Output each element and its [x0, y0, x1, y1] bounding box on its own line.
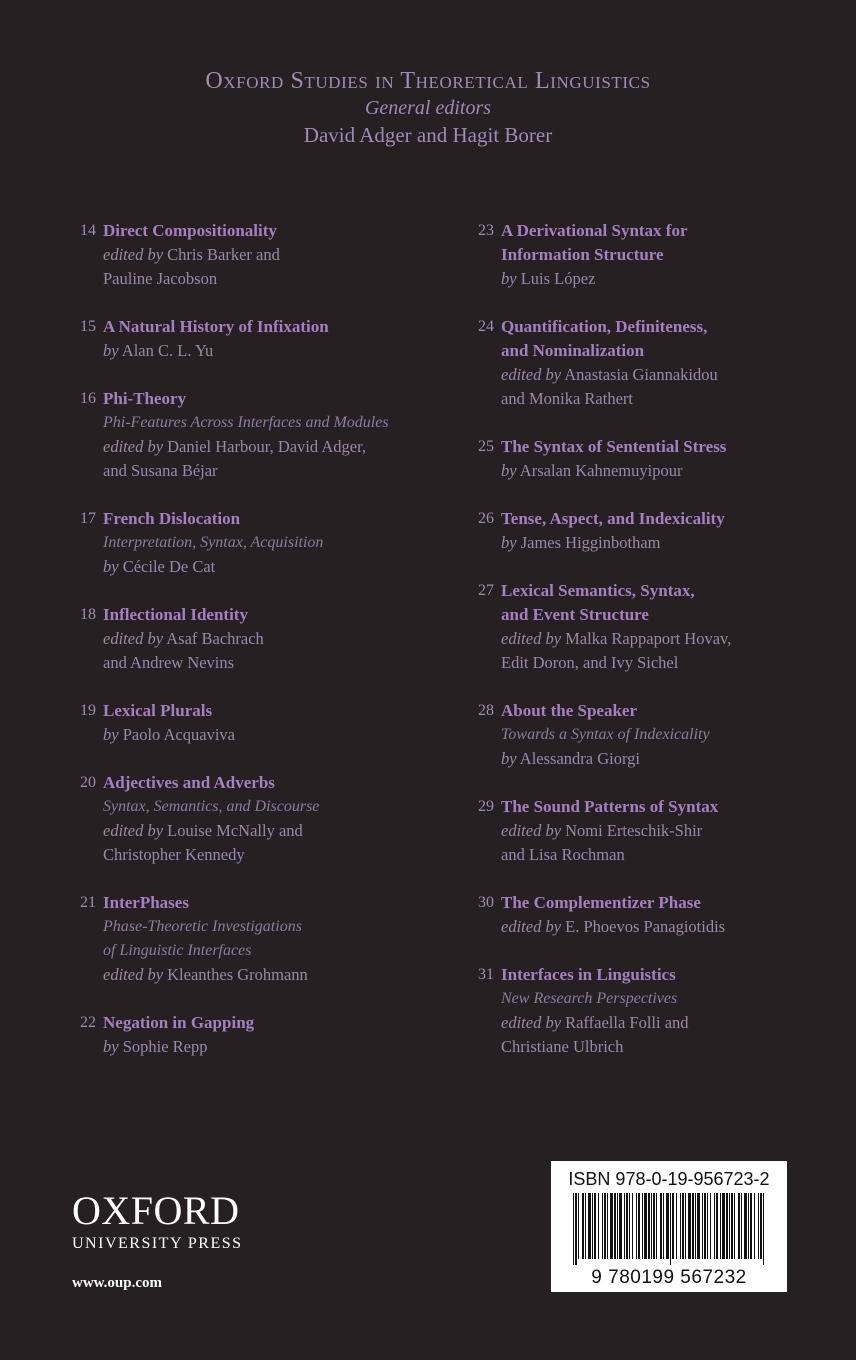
- book-credit: [501, 747, 826, 771]
- book-entry: [68, 507, 428, 579]
- book-entry: [466, 699, 826, 771]
- book-credit: [501, 387, 826, 411]
- book-list-left-column: [68, 219, 428, 1083]
- book-number: 26: [478, 510, 494, 527]
- credit-names: Alessandra Giorgi: [519, 749, 641, 768]
- credit-names: Malka Rappaport Hovav,: [565, 629, 732, 648]
- book-subtitle: Phase-Theoretic Investigations: [103, 918, 302, 935]
- book-number: 27: [478, 582, 494, 599]
- book-title: About the Speaker: [501, 701, 638, 720]
- barcode-bar: [748, 1193, 749, 1259]
- book-title: Information Structure: [501, 245, 664, 264]
- book-number: 24: [478, 318, 494, 335]
- barcode-bar: [648, 1193, 650, 1259]
- barcode-bar: [670, 1193, 671, 1265]
- general-editors-names: David Adger and Hagit Borer: [303, 123, 553, 147]
- barcode-bar: [663, 1193, 664, 1259]
- series-title: Oxford Studies in Theoretical Linguistics: [205, 68, 651, 94]
- book-entry: [68, 771, 428, 867]
- book-credit: [501, 819, 826, 843]
- credit-names: Paolo Acquaviva: [122, 725, 235, 744]
- barcode-bar: [666, 1193, 669, 1259]
- credit-names: Luis López: [520, 269, 596, 288]
- book-title: InterPhases: [103, 893, 189, 912]
- book-credit: [103, 459, 428, 483]
- barcode-bar: [592, 1193, 593, 1259]
- credit-role: edited by: [103, 821, 164, 840]
- credit-role: edited by: [501, 629, 562, 648]
- book-title: Lexical Semantics, Syntax,: [501, 581, 695, 600]
- book-number: 29: [478, 798, 494, 815]
- logo-main-text: OXFORD: [72, 1188, 240, 1233]
- credit-names: Daniel Harbour, David Adger,: [167, 437, 367, 456]
- barcode-bar: [734, 1193, 735, 1259]
- barcode-bar: [636, 1193, 637, 1259]
- book-number: 20: [80, 774, 96, 791]
- book-title: Adjectives and Adverbs: [103, 773, 275, 792]
- book-credit: [103, 627, 428, 651]
- credit-names: and Lisa Rochman: [501, 845, 625, 864]
- barcode-bar: [680, 1193, 681, 1259]
- credit-role: edited by: [103, 437, 164, 456]
- barcode-bar: [722, 1193, 725, 1259]
- book-entry: [68, 699, 428, 747]
- book-list-right-column: [466, 219, 826, 1083]
- credit-role: by: [103, 725, 119, 744]
- book-number: 21: [80, 894, 96, 911]
- barcode-bar: [598, 1193, 599, 1259]
- credit-role: edited by: [103, 245, 164, 264]
- barcode-bar: [726, 1193, 728, 1259]
- book-entry: [68, 603, 428, 675]
- book-entry: [466, 579, 826, 675]
- barcode-bar: [729, 1193, 730, 1259]
- barcode-bar: [617, 1193, 618, 1259]
- barcode-bar: [754, 1193, 755, 1259]
- barcode-bar: [688, 1193, 691, 1259]
- book-credit: [103, 339, 428, 363]
- book-entry: [68, 387, 428, 483]
- barcode-bar: [707, 1193, 708, 1259]
- credit-role: edited by: [501, 821, 562, 840]
- barcode-bar: [644, 1193, 647, 1259]
- book-entry: [466, 795, 826, 867]
- credit-names: E. Phoevos Panagiotidis: [565, 917, 726, 936]
- credit-names: Edit Doron, and Ivy Sichel: [501, 653, 679, 672]
- barcode-bar: [760, 1193, 762, 1259]
- credit-names: Arsalan Kahnemuyipour: [519, 461, 683, 480]
- book-subtitle: of Linguistic Interfaces: [103, 942, 252, 959]
- barcode-bar: [610, 1193, 613, 1259]
- barcode-bar: [744, 1193, 747, 1259]
- barcode-bar: [682, 1193, 684, 1259]
- credit-role: edited by: [103, 629, 164, 648]
- credit-role: edited by: [501, 365, 562, 384]
- credit-role: edited by: [501, 1013, 562, 1032]
- credit-names: Kleanthes Grohmann: [167, 965, 308, 984]
- logo-sub-text: UNIVERSITY PRESS: [72, 1235, 243, 1252]
- barcode-bar: [629, 1193, 630, 1259]
- book-subtitle: New Research Perspectives: [501, 990, 678, 1007]
- barcode-bar: [594, 1193, 596, 1259]
- barcode-digits: 9 780199 567232: [591, 1267, 747, 1288]
- book-credit: [501, 651, 826, 675]
- credit-names: James Higginbotham: [520, 533, 661, 552]
- book-title: A Natural History of Infixation: [103, 317, 329, 336]
- barcode-bar: [695, 1193, 696, 1259]
- credit-names: Asaf Bachrach: [166, 629, 264, 648]
- barcode-bar: [642, 1193, 643, 1259]
- book-number: 18: [80, 606, 96, 623]
- credit-role: edited by: [501, 917, 562, 936]
- barcode-bar: [750, 1193, 752, 1259]
- credit-role: by: [501, 533, 517, 552]
- barcode-bar: [632, 1193, 633, 1259]
- book-title: French Dislocation: [103, 509, 241, 528]
- book-title: The Syntax of Sentential Stress: [501, 437, 727, 456]
- book-credit: [103, 819, 428, 843]
- barcode-bars: [573, 1193, 764, 1265]
- book-credit: [103, 555, 428, 579]
- book-credit: [103, 723, 428, 747]
- book-subtitle: Syntax, Semantics, and Discourse: [103, 798, 320, 815]
- book-title: and Nominalization: [501, 341, 645, 360]
- credit-names: and Monika Rathert: [501, 389, 633, 408]
- barcode-bar: [704, 1193, 706, 1259]
- book-entry: [68, 891, 428, 987]
- book-credit: [103, 435, 428, 459]
- barcode-bar: [614, 1193, 616, 1259]
- book-number: 15: [80, 318, 96, 335]
- book-title: Inflectional Identity: [103, 605, 248, 624]
- book-title: and Event Structure: [501, 605, 649, 624]
- barcode-bar: [651, 1193, 652, 1259]
- credit-names: and Andrew Nevins: [103, 653, 235, 672]
- book-number: 28: [478, 702, 494, 719]
- book-credit: [501, 459, 826, 483]
- book-subtitle: Phi-Features Across Interfaces and Modules: [103, 414, 389, 431]
- barcode-bar: [702, 1193, 703, 1259]
- credit-role: by: [103, 341, 119, 360]
- barcode-bar: [660, 1193, 662, 1259]
- barcode-bar: [697, 1193, 700, 1259]
- barcode-bar: [578, 1193, 579, 1259]
- book-title: Phi-Theory: [103, 389, 187, 408]
- barcode-bar: [741, 1193, 742, 1259]
- book-title: Tense, Aspect, and Indexicality: [501, 509, 725, 528]
- book-number: 17: [80, 510, 96, 527]
- book-credit: [501, 915, 826, 939]
- barcode-bar: [731, 1193, 733, 1259]
- barcode-bar: [714, 1193, 715, 1259]
- book-entry: [466, 507, 826, 555]
- book-credit: [501, 1035, 826, 1059]
- book-number: 19: [80, 702, 96, 719]
- credit-names: Alan C. L. Yu: [121, 341, 214, 360]
- barcode-bar: [720, 1193, 721, 1259]
- barcode-graphic: [559, 1193, 779, 1288]
- barcode-bar: [624, 1193, 625, 1259]
- credit-names: Nomi Erteschik-Shir: [565, 821, 703, 840]
- barcode-bar: [602, 1193, 603, 1259]
- barcode-bar: [676, 1193, 677, 1259]
- book-title: The Complementizer Phase: [501, 893, 701, 912]
- book-credit: [501, 531, 826, 555]
- book-entry: [68, 219, 428, 291]
- barcode-bar: [710, 1193, 711, 1259]
- barcode-bar: [573, 1193, 574, 1265]
- credit-names: Christiane Ulbrich: [501, 1037, 624, 1056]
- book-entry: [466, 315, 826, 411]
- credit-names: Louise McNally and: [167, 821, 303, 840]
- oxford-logo: [72, 1190, 243, 1256]
- credit-role: by: [501, 269, 517, 288]
- book-credit: [501, 1011, 826, 1035]
- book-number: 22: [80, 1014, 96, 1031]
- book-credit: [501, 267, 826, 291]
- book-subtitle: Towards a Syntax of Indexicality: [501, 726, 710, 743]
- book-entry: [68, 1011, 428, 1059]
- book-title: Quantification, Definiteness,: [501, 317, 708, 336]
- credit-names: Cécile De Cat: [122, 557, 216, 576]
- barcode-bar: [582, 1193, 584, 1259]
- isbn-barcode: [551, 1161, 787, 1292]
- book-title: Interfaces in Linguistics: [501, 965, 676, 984]
- book-title: Negation in Gapping: [103, 1013, 255, 1032]
- book-number: 16: [80, 390, 96, 407]
- barcode-bar: [763, 1193, 764, 1265]
- book-title: The Sound Patterns of Syntax: [501, 797, 719, 816]
- book-entry: [466, 891, 826, 939]
- barcode-bar: [692, 1193, 694, 1259]
- book-credit: [501, 843, 826, 867]
- barcode-bar: [656, 1193, 657, 1259]
- barcode-bar: [653, 1193, 655, 1259]
- barcode-bar: [738, 1193, 740, 1259]
- barcode-bar: [619, 1193, 622, 1259]
- book-entry: [68, 315, 428, 363]
- barcode-bar: [585, 1193, 586, 1259]
- credit-role: edited by: [103, 965, 164, 984]
- credit-role: by: [501, 461, 517, 480]
- credit-role: by: [103, 557, 119, 576]
- publisher-website: www.oup.com: [72, 1275, 163, 1291]
- barcode-bar: [626, 1193, 628, 1259]
- barcode-bar: [672, 1193, 674, 1259]
- barcode-bar: [604, 1193, 606, 1259]
- book-number: 23: [478, 222, 494, 239]
- book-credit: [103, 1035, 428, 1059]
- book-credit: [501, 627, 826, 651]
- barcode-bar: [588, 1193, 591, 1259]
- isbn-label: ISBN 978-0-19-956723-2: [568, 1169, 770, 1189]
- book-credit: [103, 243, 428, 267]
- book-credit: [501, 363, 826, 387]
- book-number: 31: [478, 966, 494, 983]
- credit-names: Chris Barker and: [167, 245, 280, 264]
- credit-names: Pauline Jacobson: [103, 269, 218, 288]
- barcode-bar: [685, 1193, 686, 1259]
- barcode-bar: [716, 1193, 718, 1259]
- credit-names: Christopher Kennedy: [103, 845, 245, 864]
- barcode-bar: [607, 1193, 608, 1259]
- book-title: A Derivational Syntax for: [501, 221, 688, 240]
- credit-names: Sophie Repp: [122, 1037, 208, 1056]
- book-credit: [103, 651, 428, 675]
- credit-names: and Susana Béjar: [103, 461, 218, 480]
- book-number: 25: [478, 438, 494, 455]
- book-entry: [466, 435, 826, 483]
- book-credit: [103, 963, 428, 987]
- barcode-bar: [638, 1193, 640, 1259]
- book-subtitle: Interpretation, Syntax, Acquisition: [103, 534, 324, 551]
- book-entry: [466, 219, 826, 291]
- book-credit: [103, 843, 428, 867]
- book-number: 14: [80, 222, 96, 239]
- general-editors-label: General editors: [364, 97, 492, 119]
- book-title: Direct Compositionality: [103, 221, 277, 240]
- barcode-bar: [575, 1193, 577, 1265]
- book-entry: [466, 963, 826, 1059]
- book-credit: [103, 267, 428, 291]
- credit-role: by: [103, 1037, 119, 1056]
- barcode-bar: [758, 1193, 759, 1259]
- credit-role: by: [501, 749, 517, 768]
- credit-names: Anastasia Giannakidou: [564, 365, 718, 384]
- credit-names: Raffaella Folli and: [565, 1013, 689, 1032]
- series-header: [0, 66, 856, 150]
- book-title: Lexical Plurals: [103, 701, 213, 720]
- book-number: 30: [478, 894, 494, 911]
